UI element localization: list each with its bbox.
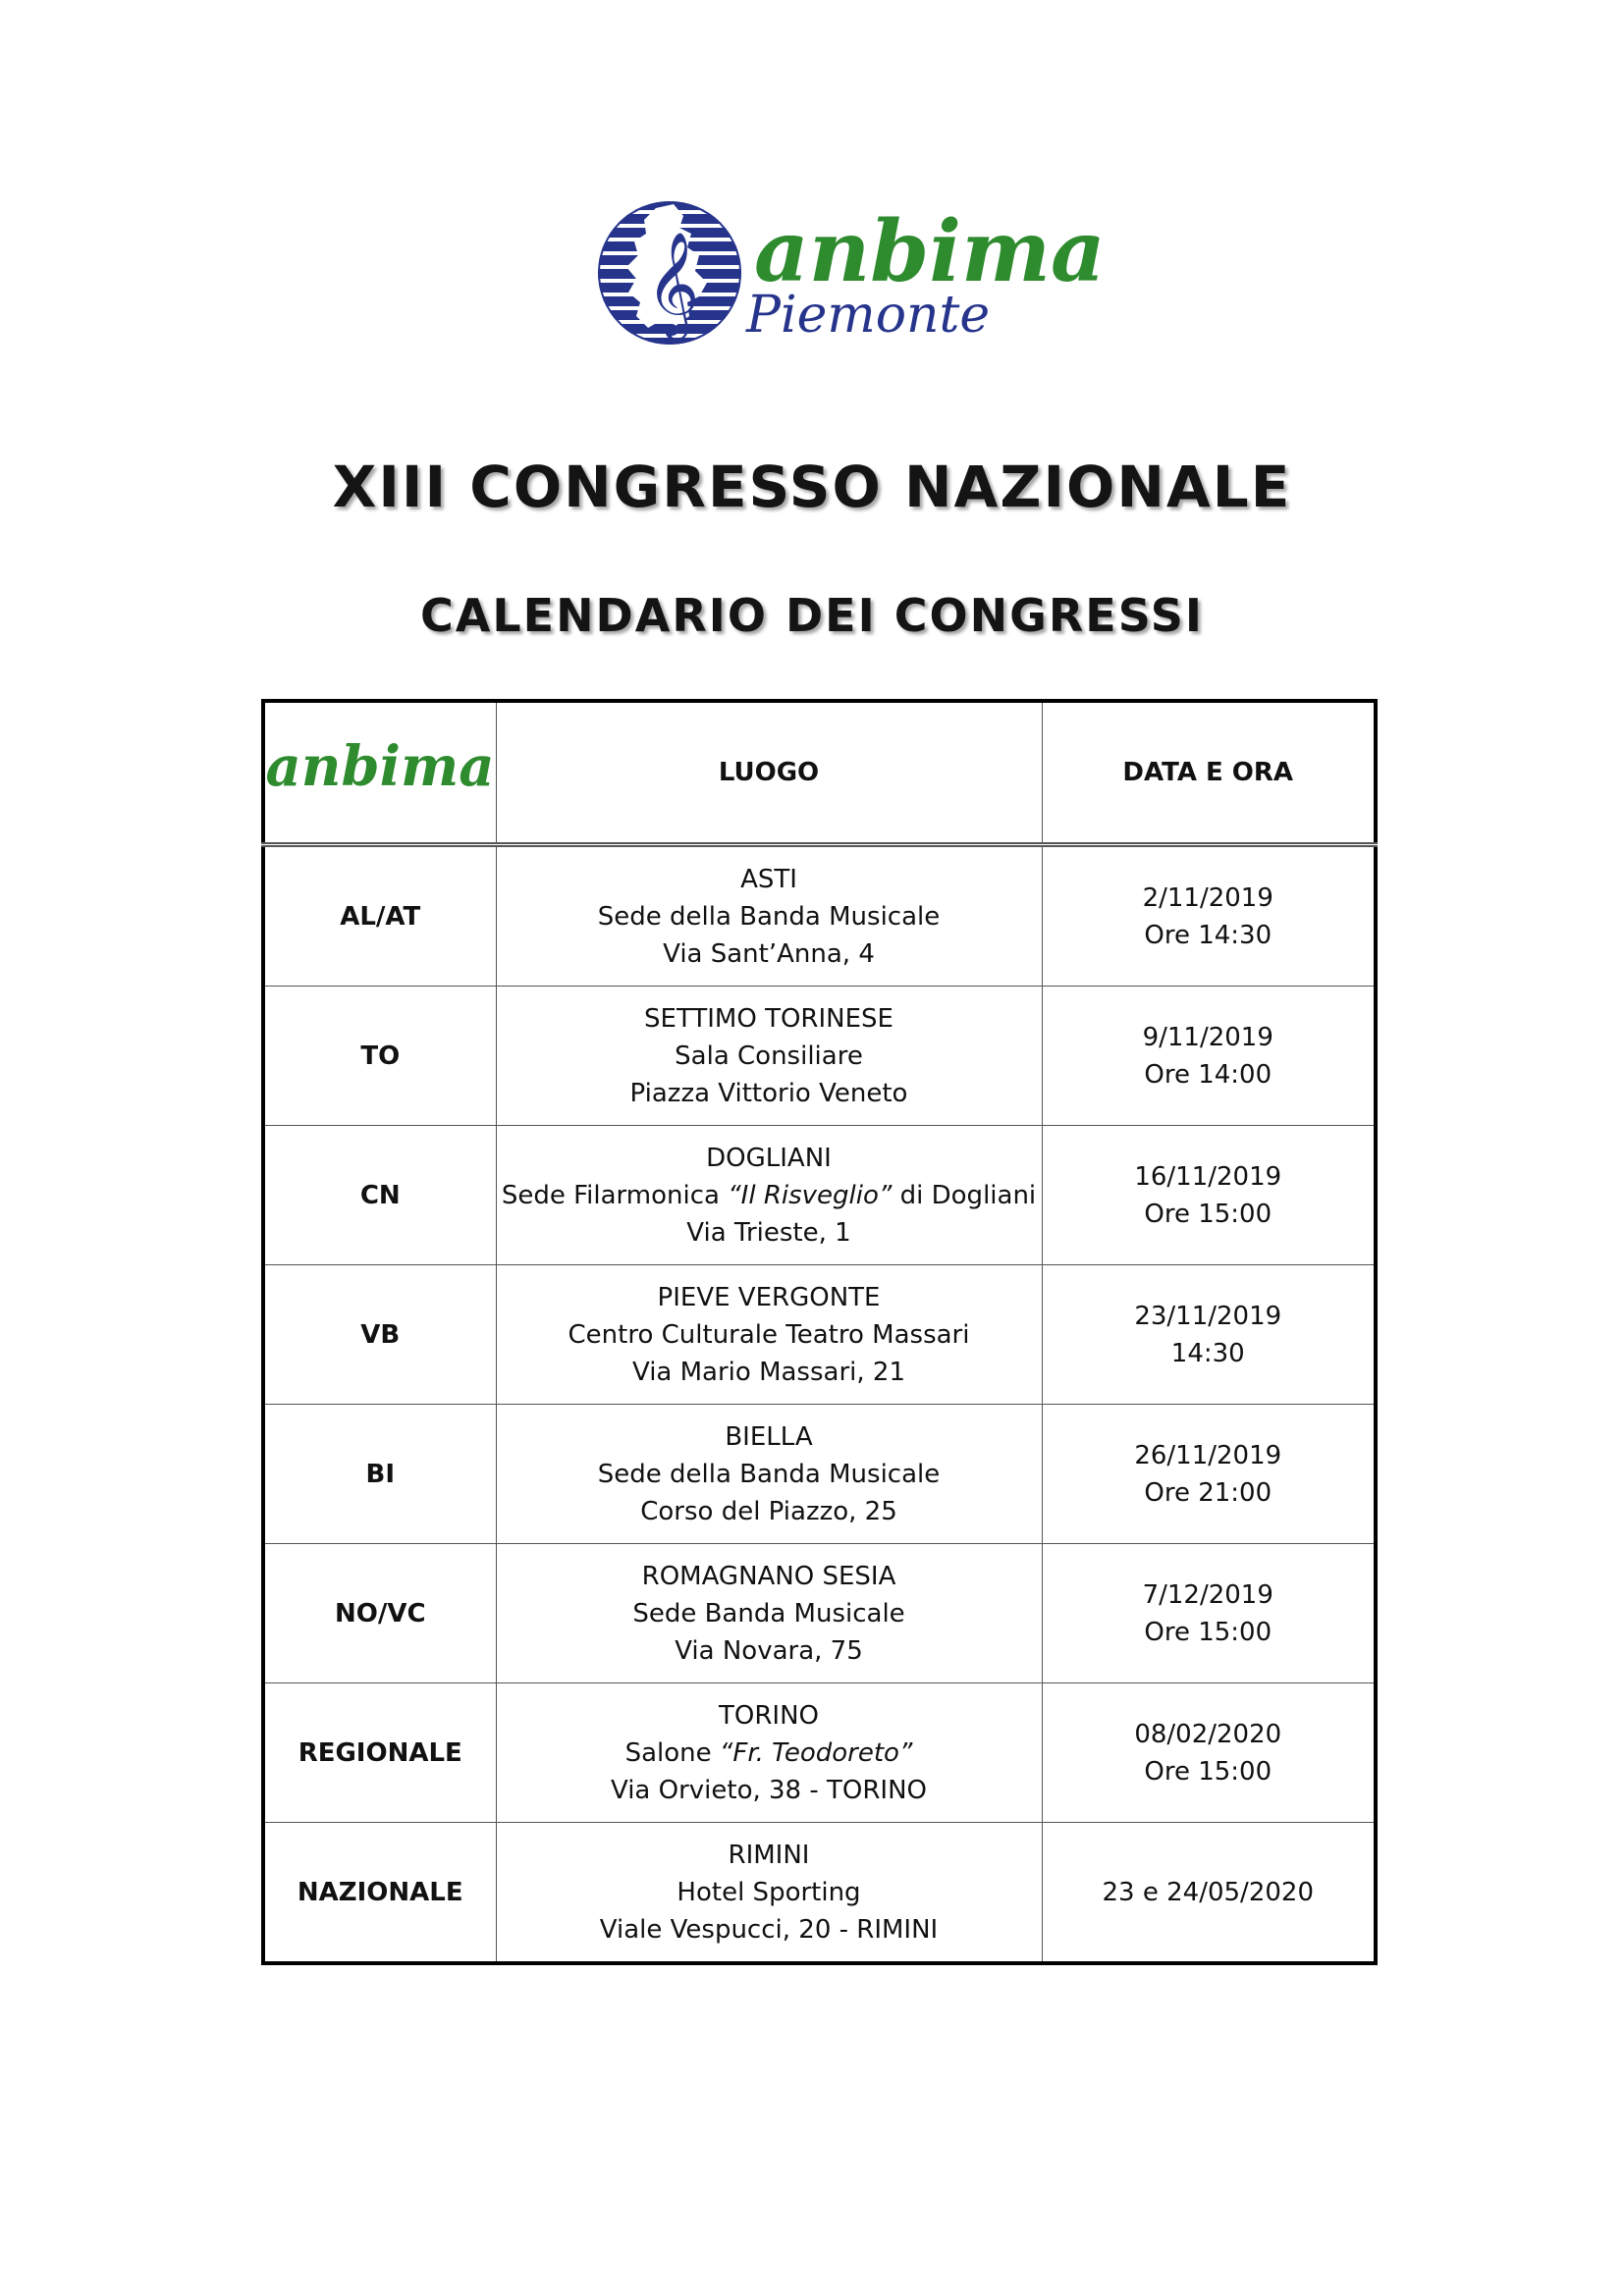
header-logo-cell bbox=[263, 701, 496, 845]
svg-text:anbima: anbima bbox=[265, 733, 495, 799]
table-row bbox=[263, 1265, 1376, 1405]
row-date: 08/02/2020 Ore 15:00 bbox=[1042, 1683, 1376, 1823]
row-place: TORINO Salone “Fr. Teodoreto” Via Orvieto, 38 - TORINO bbox=[496, 1683, 1042, 1823]
congress-calendar-table bbox=[261, 699, 1378, 1965]
row-place: PIEVE VERGONTE Centro Culturale Teatro Massari Via Mario Massari, 21 bbox=[496, 1265, 1042, 1405]
logo-graphic bbox=[597, 194, 1106, 351]
row-date: 23/11/2019 14:30 bbox=[1042, 1265, 1376, 1405]
header-place: LUOGO bbox=[496, 701, 1042, 845]
logo-region-text: Piemonte bbox=[746, 286, 991, 345]
row-place: ASTI Sede della Banda Musicale Via Sant’Anna, 4 bbox=[496, 845, 1042, 987]
treble-clef-icon: 𝄞 bbox=[646, 231, 700, 336]
row-place: ROMAGNANO SESIA Sede Banda Musicale Via Novara, 75 bbox=[496, 1544, 1042, 1683]
page-title: XIII CONGRESSO NAZIONALE bbox=[332, 454, 1292, 520]
row-date: 9/11/2019 Ore 14:00 bbox=[1042, 987, 1376, 1126]
row-code: NO/VC bbox=[263, 1544, 496, 1683]
row-date: 23 e 24/05/2020 bbox=[1042, 1823, 1376, 1964]
table-row bbox=[263, 1683, 1376, 1823]
table-row bbox=[263, 1544, 1376, 1683]
row-code: CN bbox=[263, 1126, 496, 1265]
row-code: NAZIONALE bbox=[263, 1823, 496, 1964]
table-row bbox=[263, 845, 1376, 987]
row-code: REGIONALE bbox=[263, 1683, 496, 1823]
row-place: BIELLA Sede della Banda Musicale Corso del Piazzo, 25 bbox=[496, 1405, 1042, 1544]
table-row bbox=[263, 1823, 1376, 1964]
row-date: 7/12/2019 Ore 15:00 bbox=[1042, 1544, 1376, 1683]
table-header-row bbox=[263, 701, 1376, 845]
row-code: AL/AT bbox=[263, 845, 496, 987]
row-code: VB bbox=[263, 1265, 496, 1405]
row-date: 2/11/2019 Ore 14:30 bbox=[1042, 845, 1376, 987]
table-row bbox=[263, 1126, 1376, 1265]
row-code: TO bbox=[263, 987, 496, 1126]
table-row bbox=[263, 987, 1376, 1126]
row-date: 26/11/2019 Ore 21:00 bbox=[1042, 1405, 1376, 1544]
row-place: RIMINI Hotel Sporting Viale Vespucci, 20 - RIMINI bbox=[496, 1823, 1042, 1964]
row-place: DOGLIANI Sede Filarmonica “Il Risveglio” di Dogliani Via Trieste, 1 bbox=[496, 1126, 1042, 1265]
page-subtitle: CALENDARIO DEI CONGRESSI bbox=[419, 589, 1205, 642]
header-date: DATA E ORA bbox=[1042, 701, 1376, 845]
anbima-logo-small bbox=[265, 733, 495, 799]
table-row bbox=[263, 1405, 1376, 1544]
row-code: BI bbox=[263, 1405, 496, 1544]
row-date: 16/11/2019 Ore 15:00 bbox=[1042, 1126, 1376, 1265]
anbima-piemonte-logo bbox=[597, 194, 1106, 351]
logo-brand-text: anbima bbox=[754, 202, 1106, 301]
row-place: SETTIMO TORINESE Sala Consiliare Piazza Vittorio Veneto bbox=[496, 987, 1042, 1126]
